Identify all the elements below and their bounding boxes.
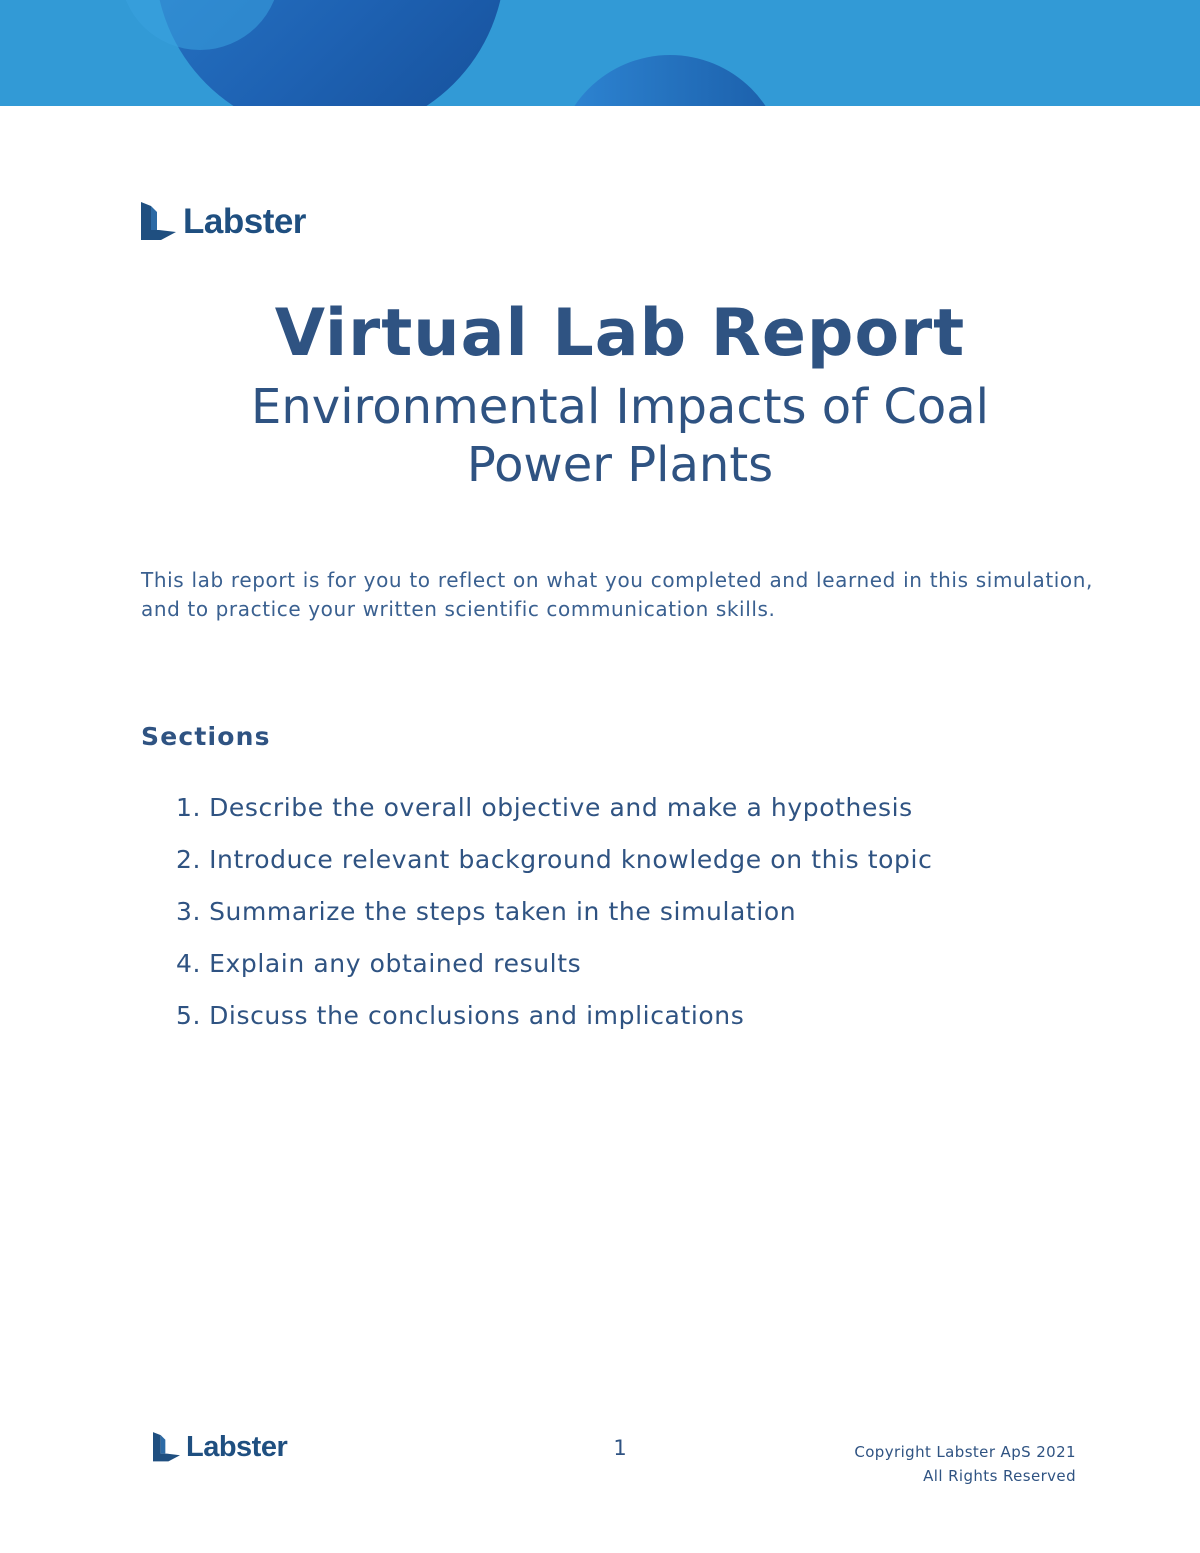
labster-logo-icon — [153, 1432, 180, 1463]
list-item-number: 1. — [176, 793, 202, 822]
footer-logo — [153, 1431, 287, 1464]
list-item — [176, 944, 932, 996]
sections-heading: Sections — [141, 722, 271, 751]
list-item-text: Discuss the conclusions and implications — [209, 1001, 745, 1030]
sections-list — [176, 788, 932, 1048]
labster-logo-wordmark: Labster — [183, 202, 306, 241]
labster-logo-icon — [141, 202, 176, 242]
list-item-number: 5. — [176, 1001, 202, 1030]
page-title: Virtual Lab Report — [274, 296, 966, 371]
list-item-text: Describe the overall objective and make a hypothesis — [209, 793, 913, 822]
banner-graphic — [0, 0, 1200, 106]
list-item-text: Summarize the steps taken in the simulation — [209, 897, 797, 926]
list-item-number: 3. — [176, 897, 202, 926]
page-number: 1 — [613, 1436, 627, 1460]
page-subtitle: Environmental Impacts of Coal Power Plants — [251, 379, 989, 493]
copyright-text: Copyright Labster ApS 2021 — [854, 1443, 1076, 1461]
header-banner — [0, 0, 1200, 106]
footer-logo-wordmark: Labster — [186, 1431, 288, 1463]
list-item — [176, 840, 932, 892]
list-item — [176, 996, 932, 1048]
copyright-notice — [854, 1440, 1076, 1488]
intro-paragraph: This lab report is for you to reflect on what you completed and learned in this simulation, and to practice your written scientific communication skills. — [141, 568, 1093, 621]
list-item-text: Introduce relevant background knowledge on this topic — [209, 845, 933, 874]
list-item-number: 4. — [176, 949, 202, 978]
list-item — [176, 788, 932, 840]
list-item — [176, 892, 932, 944]
list-item-text: Explain any obtained results — [209, 949, 582, 978]
rights-text: All Rights Reserved — [923, 1467, 1076, 1485]
labster-logo — [141, 202, 306, 242]
list-item-number: 2. — [176, 845, 202, 874]
